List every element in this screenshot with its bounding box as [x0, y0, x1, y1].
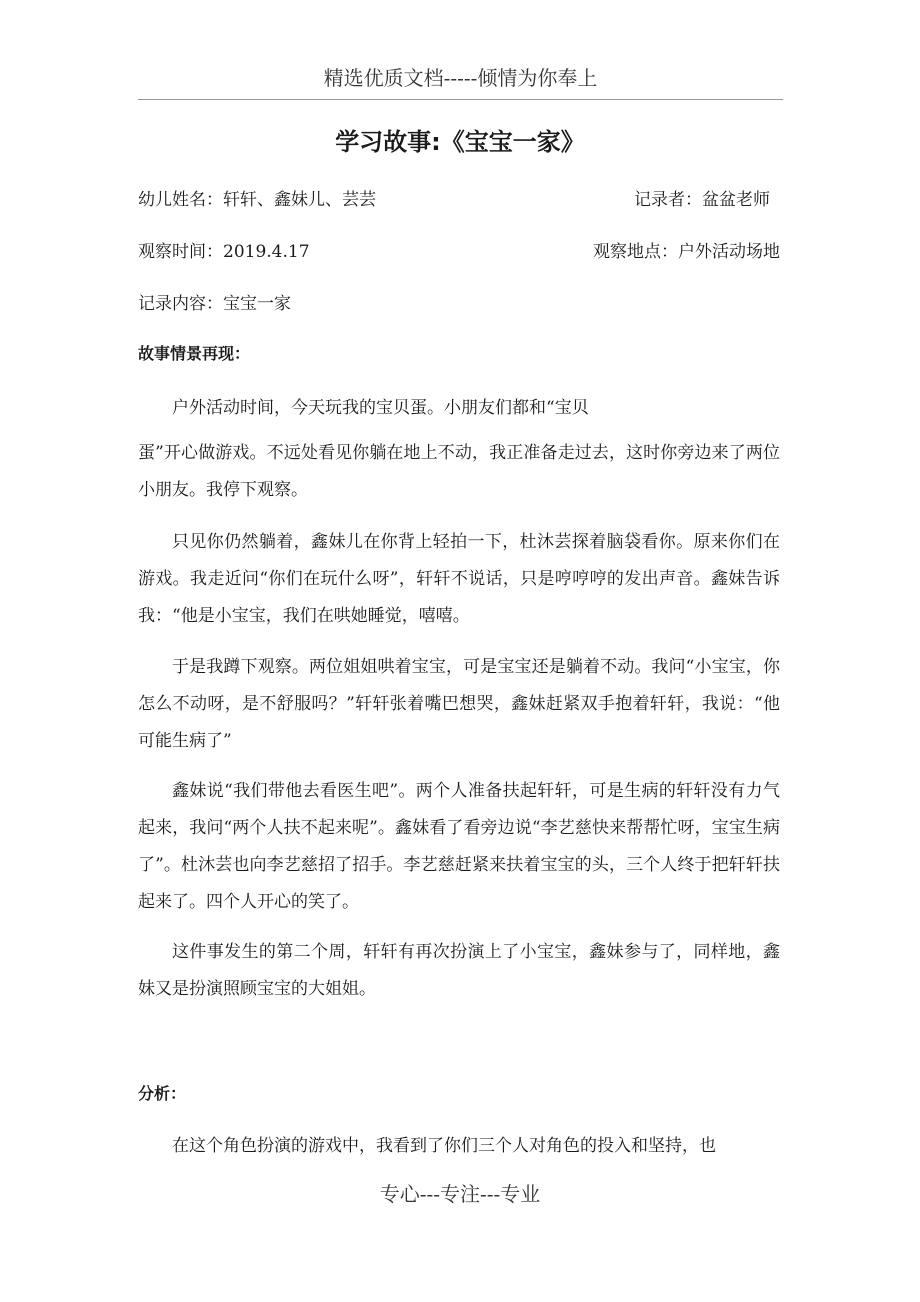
page-footer: 专心---专注---专业: [379, 1182, 541, 1206]
section-heading-story: 故事情景再现：: [138, 344, 251, 363]
document-title: 学习故事:《宝宝一家》: [335, 128, 585, 156]
observation-time: 观察时间：2019.4.17: [138, 242, 310, 262]
paragraph-1-continued: 蛋”开心做游戏。不远处看见你躺在地上不动，我正准备走过去，这时你旁边来了两位小朋友。我停下观察。: [138, 443, 780, 500]
info-row-names: [138, 185, 780, 210]
section-heading-analysis: 分析：: [138, 1084, 187, 1103]
paragraph-1-first-line: 户外活动时间，今天玩我的宝贝蛋。小朋友们都和“宝贝: [172, 398, 589, 418]
recorder: 记录者：盆盆老师: [634, 190, 770, 210]
observation-place: 观察地点：户外活动场地: [593, 242, 780, 262]
paragraph-2: 只见你仍然躺着，鑫妹儿在你背上轻拍一下，杜沐芸探着脑袋看你。原来你们在游戏。我走近问“你们在玩什么呀”，轩轩不说话，只是哼哼哼的发出声音。鑫妹告诉我：“他是小宝宝，我们在哄她睡觉，嘻嘻。: [138, 532, 780, 626]
children-names: 幼儿姓名：轩轩、鑫妹儿、芸芸: [138, 190, 376, 210]
record-content: 记录内容：宝宝一家: [138, 294, 291, 314]
paragraph-4: 鑫妹说“我们带他去看医生吧”。两个人准备扶起轩轩，可是生病的轩轩没有力气起来，我问“两个人扶不起来呢”。鑫妹看了看旁边说“李艺慈快来帮帮忙呀，宝宝生病了”。杜沐芸也向李艺慈招了招手。李艺慈赶紧来扶着宝宝的头，三个人终于把轩轩扶起来了。四个人开心的笑了。: [138, 781, 780, 912]
page-header: 精选优质文档-----倾情为你奉上: [138, 62, 783, 100]
paragraph-5: 这件事发生的第二个周，轩轩有再次扮演上了小宝宝，鑫妹参与了，同样地，鑫妹又是扮演照顾宝宝的大姐姐。: [138, 942, 780, 999]
analysis-paragraph: 在这个角色扮演的游戏中，我看到了你们三个人对角色的投入和坚持，也: [172, 1136, 716, 1156]
paragraph-3: 于是我蹲下观察。两位姐姐哄着宝宝，可是宝宝还是躺着不动。我问“小宝宝，你怎么不动呀，是不舒服吗？”轩轩张着嘴巴想哭，鑫妹赶紧双手抱着轩轩，我说：“他可能生病了”: [138, 657, 780, 751]
info-row-time: [138, 237, 780, 262]
